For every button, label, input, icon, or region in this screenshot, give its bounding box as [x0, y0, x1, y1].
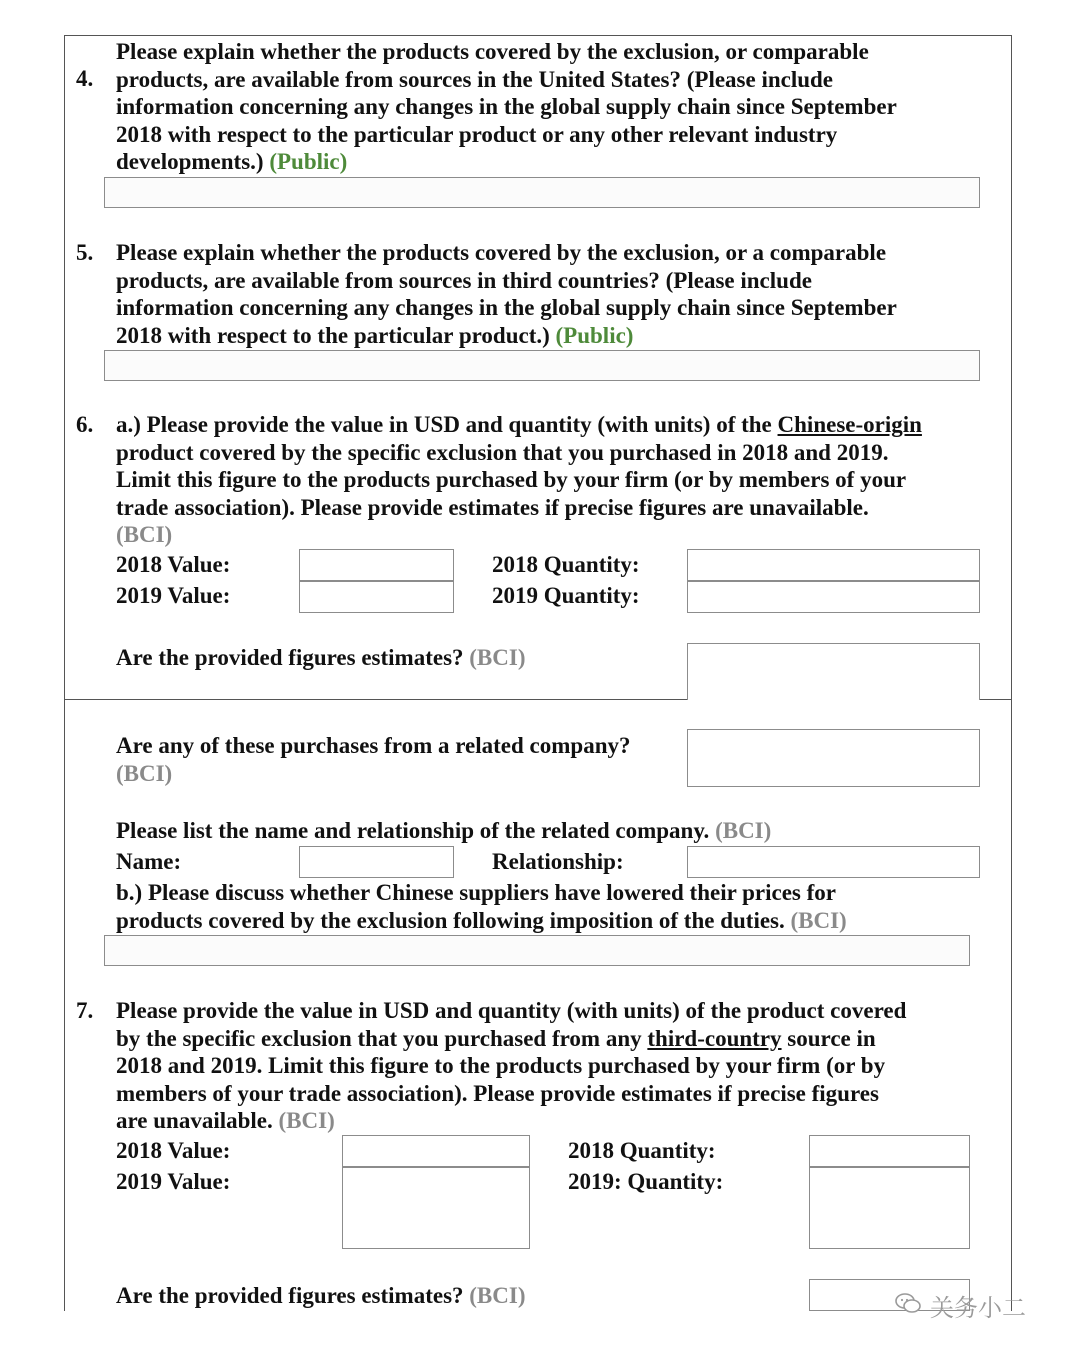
question-5-number: 5.	[76, 240, 94, 265]
watermark-text: 关务小二	[930, 1294, 1026, 1322]
q6-estimates-question: Are the provided figures estimates? (BCI)	[116, 645, 526, 670]
q6-2019-value-label: 2019 Value:	[116, 583, 231, 608]
q7-2018-quantity-input[interactable]	[809, 1135, 970, 1167]
q6-related-company-input[interactable]	[687, 729, 980, 787]
question-4-text: Please explain whether the products covered by the exclusion, or comparable products, are available from sources in the United States? (Please include information concerning any changes in the global supply chain since September 2018 with respect to the particular product or any other relevant industry developments.) (Public)	[116, 39, 897, 174]
third-country-link: third-country	[647, 1025, 782, 1051]
q7-2019-value-label: 2019 Value:	[116, 1169, 231, 1194]
question-6b-answer-field[interactable]	[104, 935, 970, 966]
q7-2018-value-input[interactable]	[342, 1135, 530, 1167]
question-4-answer-field[interactable]	[104, 177, 980, 208]
chinese-origin-link: Chinese-origin	[777, 412, 922, 437]
q6-2018-quantity-input[interactable]	[687, 549, 980, 581]
q7-2018-value-label: 2018 Value:	[116, 1138, 231, 1163]
q6-2018-value-input[interactable]	[299, 549, 454, 581]
q7-2019-quantity-label: 2019: Quantity:	[568, 1169, 724, 1194]
question-6-number: 6.	[76, 412, 94, 437]
q6-estimates-input[interactable]	[687, 643, 980, 700]
q6-name-input[interactable]	[299, 846, 454, 878]
q6-2019-quantity-input[interactable]	[687, 581, 980, 613]
q6-related-company-question: Are any of these purchases from a related company? (BCI)	[116, 733, 631, 786]
q7-2018-quantity-label: 2018 Quantity:	[568, 1138, 716, 1163]
q6-2018-value-label: 2018 Value:	[116, 552, 231, 577]
q7-estimates-question: Are the provided figures estimates? (BCI)	[116, 1283, 526, 1308]
wechat-icon	[894, 1292, 922, 1314]
question-4-number: 4.	[76, 66, 94, 91]
q6-relationship-label: Relationship:	[492, 849, 624, 874]
question-6a-text: a.) Please provide the value in USD and quantity (with units) of the Chinese-origin product covered by the specific exclusion that you purchased in 2018 and 2019. Limit this figure to the products purchased by your firm (or by members of your trade association). Please provide estimates if precise figures are unavailable. (BCI)	[116, 412, 922, 547]
question-7-number: 7.	[76, 998, 94, 1023]
q6-list-related-question: Please list the name and relationship of the related company. (BCI)	[116, 818, 772, 843]
q6-relationship-input[interactable]	[687, 846, 980, 878]
question-5-answer-field[interactable]	[104, 350, 980, 381]
q7-2019-quantity-input[interactable]	[809, 1167, 970, 1249]
public-tag: (Public)	[269, 149, 348, 174]
question-7-text: Please provide the value in USD and quantity (with units) of the product covered by the specific exclusion that you purchased from any third-country source in 2018 and 2019. Limit this figure to the products purchased by your firm (or by members of your trade association). Please provide estimates if precise figures are unavailable. (BCI)	[116, 998, 907, 1133]
q6-name-label: Name:	[116, 849, 182, 874]
q6-2019-value-input[interactable]	[299, 581, 454, 613]
question-6b-text: b.) Please discuss whether Chinese suppliers have lowered their prices for products covered by the exclusion following imposition of the duties. (BCI)	[116, 880, 847, 933]
q7-2019-value-input[interactable]	[342, 1167, 530, 1249]
bci-tag: (BCI)	[116, 522, 173, 547]
q6-2018-quantity-label: 2018 Quantity:	[492, 552, 640, 577]
public-tag: (Public)	[555, 322, 634, 348]
q6-2019-quantity-label: 2019 Quantity:	[492, 583, 640, 608]
question-5-text: Please explain whether the products covered by the exclusion, or a comparable products, are available from sources in third countries? (Please include information concerning any changes in the global supply chain since September 2018 with respect to the particular product.) (Public)	[116, 240, 897, 348]
